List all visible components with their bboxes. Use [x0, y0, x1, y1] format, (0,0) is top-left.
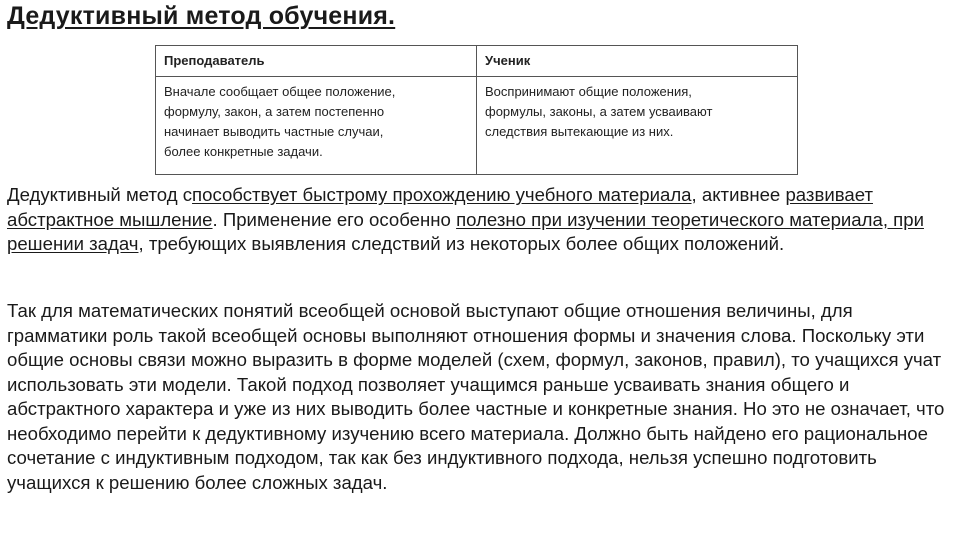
student-cell: [477, 77, 798, 175]
paragraph-segment: . Применение его особенно: [212, 208, 457, 230]
student-cell-text: Воспринимают общие положения, формулы, законы, а затем усваивают следствия вытекающие из них.: [485, 84, 713, 139]
paragraph-segment: , требующих выявления следствий из некоторых более общих положений.: [138, 233, 785, 254]
comparison-table: [155, 45, 798, 175]
paragraph-deductive-benefits: [7, 183, 952, 257]
column-header-teacher: Преподаватель: [156, 46, 477, 77]
teacher-cell-text: Вначале сообщает общее положение, формулу, закон, а затем постепенно начинает выводить частные случаи, более конкретные задачи.: [164, 84, 396, 159]
teacher-cell: [156, 77, 477, 175]
underlined-phrase: полезно при изучении теоретического материала, при решении задач: [7, 208, 924, 254]
paragraph-segment: Дедуктивный метод с: [7, 184, 193, 205]
column-header-student: Ученик: [477, 46, 798, 77]
paragraph-segment: , активнее: [691, 184, 786, 205]
table-row: [156, 77, 798, 175]
table-header-row: [156, 46, 798, 77]
paragraph-general-foundations: Так для математических понятий всеобщей основой выступают общие отношения величины, для грамматики роль такой всеобщей основы выполняют отношения формы и значения слова. Поскольку эти общие основы связи можно выразить в форме моделей (схем, формул, законов, правил), то учащихся учат использовать эти модели. Такой подход позволяет учащимся раньше усваивать знания общего и абстрактного характера и уже из них выводить более частные и конкретные знания. Но это не означает, что необходимо перейти к дедуктивному изучению всего материала. Должно быть найдено его рациональное сочетание с индуктивным подходом, так как без индуктивного подхода, нельзя успешно подготовить учащихся к решению более сложных задач.: [7, 300, 945, 493]
underlined-phrase: развивает абстрактное мышление: [7, 184, 873, 230]
underlined-phrase: пособствует быстрому прохождению учебного материала: [192, 184, 692, 205]
slide-title: Дедуктивный метод обучения.: [7, 2, 396, 30]
